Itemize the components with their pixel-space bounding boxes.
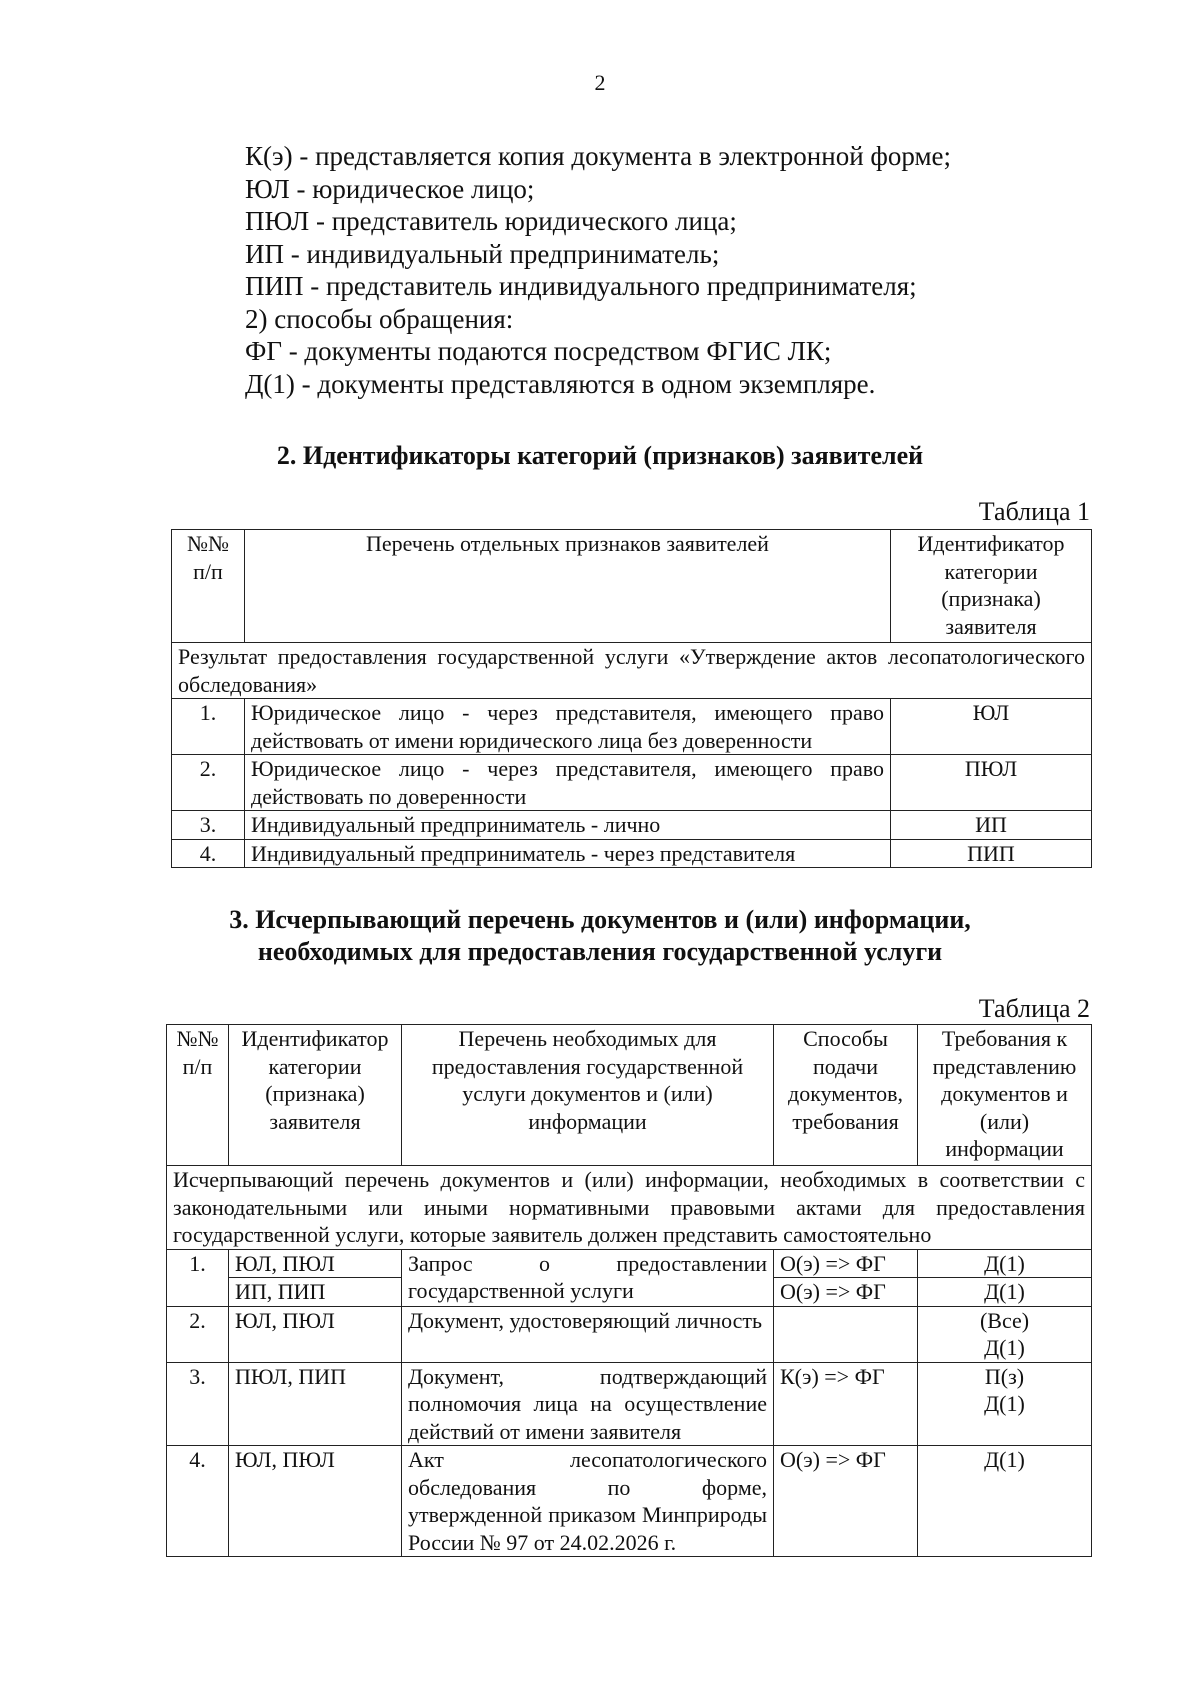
row-number: 2. [167, 1306, 229, 1362]
page-number: 2 [594, 70, 606, 95]
legend-item: ПЮЛ - представитель юридического лица; [245, 206, 737, 236]
table-1 [171, 529, 1092, 868]
row-method: О(э) => ФГ [774, 1278, 918, 1307]
table-row [167, 1249, 1092, 1278]
table-2-header-row [167, 1025, 1092, 1166]
header-methods: Способы подачи документов, требования [774, 1025, 918, 1166]
row-identifier: ПИП [891, 839, 1092, 868]
legend-item: Д(1) - документы представляются в одном экземпляре. [245, 368, 876, 399]
row-document: Акт лесопатологического обследования по форме, утвержденной приказом Минприроды России № 97 от 24.02.2026 г. [402, 1446, 774, 1557]
row-method: О(э) => ФГ [774, 1249, 918, 1278]
row-document: Запрос о предоставлении государственной услуги [402, 1249, 774, 1306]
row-text: Индивидуальный предприниматель - через представителя [245, 839, 891, 868]
row-number-continued [167, 1278, 229, 1307]
span-cell: Исчерпывающий перечень документов и (или) информации, необходимых в соответствии с законодательными или иными нормативными правовыми актами для предоставления государственной услуги, которые заявитель должен представить самостоятельно [167, 1166, 1092, 1250]
table-1-caption: Таблица 1 [978, 497, 1090, 526]
row-category: ИП, ПИП [229, 1278, 402, 1307]
row-requirement [918, 1362, 1092, 1446]
row-number: 4. [167, 1446, 229, 1557]
row-number: 2. [172, 755, 245, 811]
row-method: К(э) => ФГ [774, 1362, 918, 1446]
table-row [167, 1362, 1092, 1446]
table-row [167, 1306, 1092, 1362]
row-category: ЮЛ, ПЮЛ [229, 1249, 402, 1278]
legend-item: ЮЛ - юридическое лицо; [245, 173, 535, 204]
section-3-heading-line: необходимых для предоставления государственной услуги [257, 937, 943, 966]
header-requirements: Требования к представлению документов и (или) информации [918, 1025, 1092, 1166]
header-identifier: Идентификатор категории (признака) заявителя [891, 530, 1092, 643]
row-document: Документ, подтверждающий полномочия лица на осуществление действий от имени заявителя [402, 1362, 774, 1446]
legend-item: ПИП - представитель индивидуального предпринимателя; [245, 271, 917, 301]
row-requirement [918, 1306, 1092, 1362]
table-1-span-row [172, 643, 1092, 699]
row-category: ПЮЛ, ПИП [229, 1362, 402, 1446]
header-number: №№ п/п [167, 1025, 229, 1166]
table-row [167, 1446, 1092, 1557]
legend-item: ФГ - документы подаются посредством ФГИС ЛК; [245, 336, 832, 366]
legend-list [245, 140, 1105, 400]
row-number: 3. [172, 811, 245, 840]
header-category: Идентификатор категории (признака) заявителя [229, 1025, 402, 1166]
row-identifier: ЮЛ [891, 699, 1092, 755]
section-3-heading [0, 904, 1200, 968]
legend-item: 2) способы обращения: [245, 303, 514, 334]
table-row [172, 839, 1092, 868]
legend-item: ИП - индивидуальный предприниматель; [245, 238, 720, 269]
requirement-line: (Все) [979, 1307, 1030, 1333]
row-number: 1. [167, 1249, 229, 1278]
span-cell: Результат предоставления государственной услуги «Утверждение актов лесопатологического обследования» [172, 643, 1092, 699]
header-documents: Перечень необходимых для предоставления государственной услуги документов и (или) информации [402, 1025, 774, 1166]
row-text: Индивидуальный предприниматель - лично [245, 811, 891, 840]
row-method: О(э) => ФГ [774, 1446, 918, 1557]
table-2-caption: Таблица 2 [978, 994, 1090, 1023]
header-number: №№ п/п [172, 530, 245, 643]
table-2 [166, 1024, 1092, 1557]
table-row [172, 811, 1092, 840]
table-2-span-row [167, 1166, 1092, 1250]
section-2-heading: 2. Идентификаторы категорий (признаков) заявителей [276, 441, 924, 470]
row-category: ЮЛ, ПЮЛ [229, 1306, 402, 1362]
legend-item: К(э) - представляется копия документа в электронной форме; [245, 141, 952, 171]
row-text: Юридическое лицо - через представителя, имеющего право действовать от имени юридического лица без доверенности [245, 699, 891, 755]
row-category: ЮЛ, ПЮЛ [229, 1446, 402, 1557]
table-row [172, 699, 1092, 755]
requirement-line: Д(1) [984, 1335, 1025, 1360]
requirement-line: Д(1) [984, 1391, 1025, 1416]
row-identifier: ИП [891, 811, 1092, 840]
row-number: 4. [172, 839, 245, 868]
row-identifier: ПЮЛ [891, 755, 1092, 811]
row-text: Юридическое лицо - через представителя, имеющего право действовать по доверенности [245, 755, 891, 811]
row-method [774, 1306, 918, 1362]
table-row [172, 755, 1092, 811]
row-number: 3. [167, 1362, 229, 1446]
row-document: Документ, удостоверяющий личность [402, 1306, 774, 1362]
row-number: 1. [172, 699, 245, 755]
table-1-header-row [172, 530, 1092, 643]
row-requirement: Д(1) [918, 1249, 1092, 1278]
row-requirement: Д(1) [918, 1446, 1092, 1557]
requirement-line: П(з) [984, 1363, 1025, 1389]
section-3-heading-line: 3. Исчерпывающий перечень документов и (или) информации, [229, 905, 971, 934]
header-features: Перечень отдельных признаков заявителей [245, 530, 891, 643]
row-requirement: Д(1) [918, 1278, 1092, 1307]
